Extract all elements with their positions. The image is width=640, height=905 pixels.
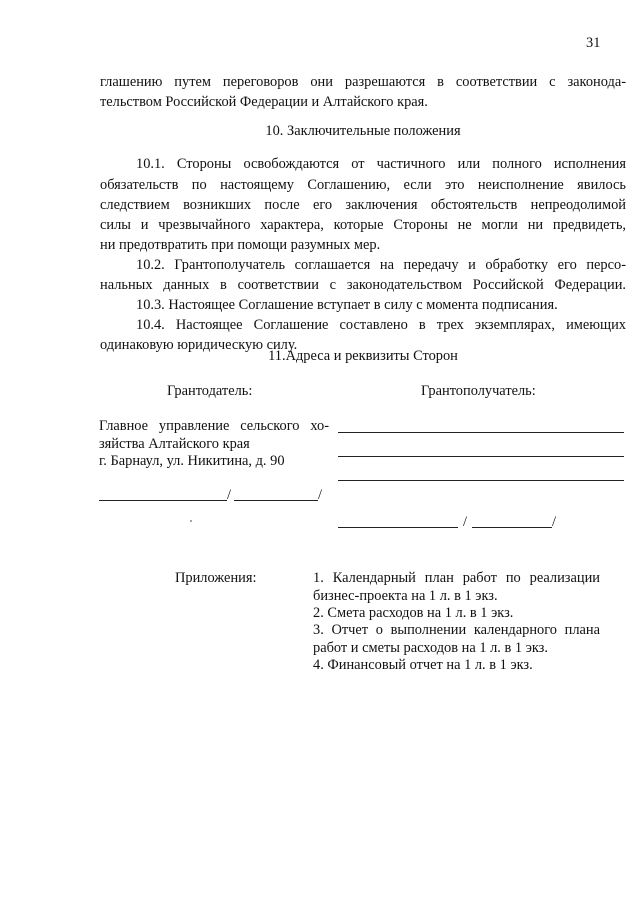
- attachment-item-3: 3. Отчет о выполнении календарного плана: [313, 622, 600, 638]
- clause-10-4-line-2: одинаковую юридическую силу.: [100, 337, 298, 353]
- grantor-signature-slash-1: /: [227, 487, 231, 503]
- clause-10-1-line-3: следствием возникших после его заключения обстоятельств непреодолимой: [100, 197, 626, 213]
- intro-line-1: глашению путем переговоров они разрешаются в соответствии с законода-: [100, 74, 626, 90]
- grantee-blank-line-3: [338, 480, 624, 481]
- grantee-blank-line-2: [338, 456, 624, 457]
- section-11-title: 11.Адреса и реквизиты Сторон: [268, 348, 458, 364]
- clause-10-1-line-2: обязательств по настоящему Соглашению, если это неисполнение явилось: [100, 177, 626, 193]
- grantor-address-line-1: Главное управление сельского хо-: [99, 418, 329, 434]
- section-10-title: 10. Заключительные положения: [265, 123, 461, 139]
- clause-10-1-line-1: 10.1. Стороны освобождаются от частичного или полного исполнения: [136, 156, 626, 172]
- grantee-heading: Грантополучатель:: [421, 383, 536, 399]
- attachment-item-4: 4. Финансовый отчет на 1 л. в 1 экз.: [313, 657, 533, 673]
- stray-mark: [190, 520, 192, 522]
- grantor-name-line: [234, 500, 318, 501]
- grantor-address-line-3: г. Барнаул, ул. Никитина, д. 90: [99, 453, 285, 469]
- grantee-signature-slash-2: /: [552, 514, 556, 530]
- clause-10-2-line-2: нальных данных в соответствии с законодательством Российской Федерации.: [100, 277, 626, 293]
- intro-line-2: тельством Российской Федерации и Алтайского края.: [100, 94, 428, 110]
- clause-10-1-line-4: силы и чрезвычайного характера, которые Стороны не могли ни предвидеть,: [100, 217, 626, 233]
- attachment-item-3-cont: работ и сметы расходов на 1 л. в 1 экз.: [313, 640, 548, 656]
- grantee-blank-line-1: [338, 432, 624, 433]
- clause-10-4-line-1: 10.4. Настоящее Соглашение составлено в трех экземплярах, имеющих: [136, 317, 626, 333]
- attachments-label: Приложения:: [175, 570, 257, 586]
- clause-10-1-line-5: ни предотвратить при помощи разумных мер.: [100, 237, 381, 253]
- page-number: 31: [586, 35, 601, 51]
- grantor-address-line-2: зяйства Алтайского края: [99, 436, 250, 452]
- attachment-item-1: 1. Календарный план работ по реализации: [313, 570, 600, 586]
- attachment-item-2: 2. Смета расходов на 1 л. в 1 экз.: [313, 605, 514, 621]
- grantee-name-line: [472, 527, 552, 528]
- grantee-signature-line: [338, 527, 458, 528]
- grantor-signature-line: [99, 500, 227, 501]
- clause-10-2-line-1: 10.2. Грантополучатель соглашается на передачу и обработку его персо-: [136, 257, 626, 273]
- grantor-signature-slash-2: /: [318, 487, 322, 503]
- grantee-signature-slash-1: /: [463, 514, 467, 530]
- attachment-item-1-cont: бизнес-проекта на 1 л. в 1 экз.: [313, 588, 498, 604]
- clause-10-3: 10.3. Настоящее Соглашение вступает в силу с момента подписания.: [136, 297, 558, 313]
- grantor-heading: Грантодатель:: [167, 383, 253, 399]
